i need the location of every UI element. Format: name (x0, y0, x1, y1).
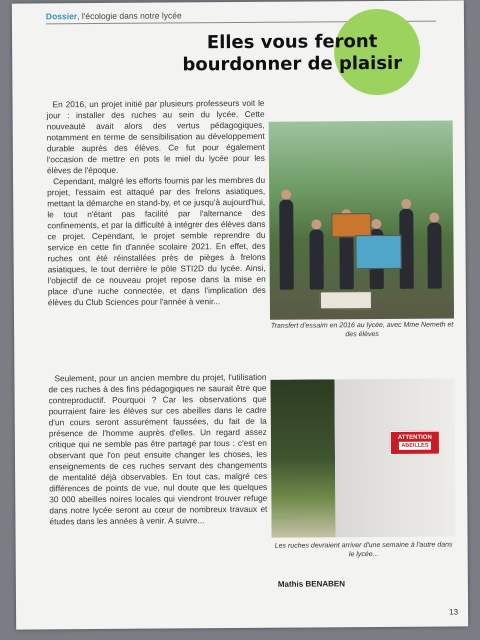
warning-sign (390, 431, 440, 455)
photo-caption-2: Les ruches devraient arriver d'une semaine à l'autre dans le lycée... (274, 541, 453, 559)
title-line-1: Elles vous feront (206, 31, 378, 54)
paragraph: Seulement, pour un ancien membre du projet, l'utilisation de ces ruches à des fins pédagogiques ne saurait être que contreproductif. Pourquoi ? Car les observations que pourraient faire les élèves sur ces abeilles dans le cadre d'un cours seront assurément faussées, du fait de la présence de l'homme auprès d'elles. Un regard assez critique qui ne semble pas être partagé par tous : c'est en observant que l'on peut ensuite changer les choses, les enseignements de ces ruches servant des changements de mentalité déjà observables. En tout cas, malgré ces différences de points de vue, nul doute que les quelques 30 000 abeilles noires locales qui viendront trouver refuge dans notre lycée seront au cœur de nombreux travaux et études dans les années à venir. A suivre... (48, 371, 268, 527)
page-number: 13 (449, 607, 459, 617)
sign-line-1: ATTENTION (397, 434, 432, 441)
sign-line-2: ABEILLES (399, 442, 430, 450)
wall-area (334, 379, 455, 538)
magazine-page (12, 0, 468, 629)
body-column-2 (48, 372, 267, 528)
author-name: Mathis BENABEN (277, 579, 346, 589)
paragraph: Cependant, malgré les efforts fournis par les membres du projet, l'essaim est attaqué par des frelons asiatiques, mettant la démarche en stand-by, et ce jusqu'à aujourd'hui, le tout n'étant pas facilité par l'alternance des confinements, et par la difficulté à intégrer des élèves dans ce projet. Cependant, le projet semble reprendre du service en cette fin d'année scolaire 2021. En effet, des ruches ont été réinstallées près de pièges à frelons asiatiques, le tout derrière le pôle STI2D du lycée. Ainsi, l'objectif de ce nouveau projet repose dans la mise en place d'une ruche connectée, et dans l'implication des élèves du Club Sciences pour l'année à venir... (47, 174, 266, 308)
photo-caption-1: Transfert d'essaim en 2016 au lycée, avec Mme Nemeth et des élèves (270, 321, 454, 339)
tree-area (270, 379, 335, 537)
photo-hive-sign (270, 379, 455, 538)
body-column-1 (46, 98, 265, 309)
paragraph: En 2016, un projet initié par plusieurs professeurs voit le jour : installer des ruches au sein du lycée. Cette nouveauté avait alors des vertus pédagogiques, notamment en terme de sensibilisation au développement durable auprès des élèves. Ce fut pour également l'occasion de mettre en pots le miel du lycée pour les élèves de l'époque. (46, 97, 265, 176)
rubric-subtitle: , l'écologie dans notre lycée (77, 10, 182, 22)
article-title (142, 31, 442, 77)
rubric-label: Dossier (45, 11, 78, 22)
title-line-2: bourdonner de plaisir (182, 52, 403, 76)
photo-swarm-transfer (269, 121, 454, 320)
